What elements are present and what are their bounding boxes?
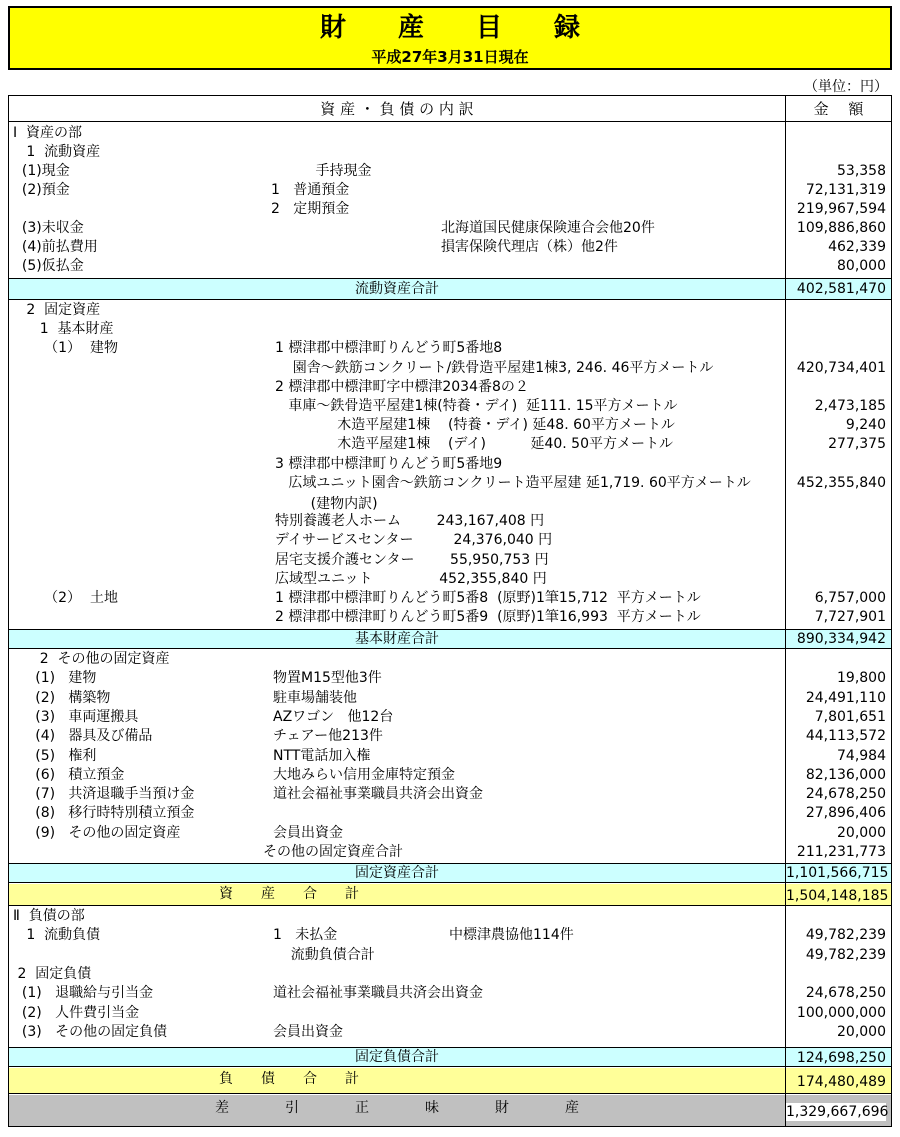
title-box [8,6,892,70]
row-detail: 木造平屋建1棟 (デイ) 延40. 50平方メートル [275,436,673,453]
row-amount: 109,886,860 [796,220,886,236]
row-label: (1)現金 [13,163,70,179]
row-label: (5)仮払金 [13,258,84,274]
subtotal-amount: 402,581,470 [796,281,886,297]
table-row [9,689,891,707]
row-detail: 居宅支援介護センター 55,950,753 円 [275,551,549,568]
row-detail: 木造平屋建1棟 (特養・デイ) 延48. 60平方メートル [275,417,675,434]
table-row [9,843,891,861]
row-label: (3) その他の固定負債 [13,1023,168,1040]
row-amount: 44,113,572 [805,728,886,745]
table-row [9,1004,891,1022]
row-label: 2 その他の固定資産 [13,651,170,667]
table-row [9,785,891,803]
table-row [9,608,891,626]
row-amount: 49,782,239 [805,946,886,963]
row-note: 損害保険代理店（株）他2件 [441,239,618,255]
row-label: (4)前払費用 [13,239,98,255]
row-amount: 27,896,406 [805,805,886,822]
table-row [9,435,891,453]
table-row [9,200,891,218]
row-detail: 2 定期預金 [271,201,350,217]
table-row [9,359,891,377]
row-amount: 20,000 [837,824,886,841]
row-label: （2） 土地 [13,590,118,606]
current-assets-section [9,124,891,276]
row-amount: 24,678,250 [805,786,886,803]
row-detail: 広域ユニット園舎～鉄筋コンクリート造平屋建 延1,719. 60平方メートル [275,474,751,491]
row-detail: 1 未払金 [273,927,338,944]
row-label: (6) 積立預金 [13,766,125,783]
table-row [9,907,891,925]
subtotal-label: 固定負債合計 [355,1049,439,1065]
row-label: Ⅱ 負債の部 [13,908,85,924]
subtotal-label: 流動資産合計 [355,281,439,297]
total-label: 負 債 合 計 [219,1071,359,1087]
row-detail: 物置M15型他3件 [273,670,382,687]
row-note: 北海道国民健康保険連合会他20件 [441,220,655,236]
table-row [9,512,891,530]
row-detail: 大地みらい信用金庫特定預金 [273,766,455,783]
table-row [9,965,891,983]
row-detail: デイサービスセンター 24,376,040 円 [275,532,553,549]
table-row [9,219,891,237]
row-detail: 道社会福祉事業職員共済会出資金 [273,985,483,1002]
row-label: (1) 退職給与引当金 [13,985,154,1002]
row-label: (1) 建物 [13,670,97,687]
row-detail: 手持現金 [271,163,372,179]
row-label: (3)未収金 [13,220,84,236]
row-label: 1 基本財産 [13,321,114,338]
table-row [9,162,891,180]
total-amount: 174,480,489 [796,1074,886,1090]
row-amount: 49,782,239 [805,927,886,944]
row-detail: 1 標津郡中標津町りんどう町5番地8 [275,340,503,357]
table-row [9,589,891,607]
table-row [9,339,891,357]
row-amount: 74,984 [837,747,886,764]
current-assets-subtotal-row [9,278,891,300]
row-label: (2)預金 [13,182,70,198]
row-label: （1） 建物 [13,340,118,357]
table-row [9,984,891,1002]
row-detail: 3 標津郡中標津町りんどう町5番地9 [275,455,503,472]
total-liabilities-row [9,1068,891,1094]
table-row [9,257,891,275]
row-label: (8) 移行時特別積立預金 [13,805,195,822]
table-row [9,124,891,142]
table-row [9,495,891,513]
row-amount: 420,734,401 [796,359,886,376]
table-row [9,669,891,687]
basic-property-subtotal-row [9,629,891,649]
row-amount: 6,757,000 [814,590,886,606]
table-row [9,570,891,588]
unit-label: （単位：円） [804,79,888,95]
row-amount: 2,473,185 [814,398,886,414]
row-amount: 80,000 [837,258,886,274]
subtotal-label: 基本財産合計 [355,631,439,647]
net-assets-row [9,1095,891,1126]
row-detail: その他の固定資産合計 [263,844,403,860]
basic-property-section [9,301,891,629]
table-row [9,416,891,434]
row-amount: 24,491,110 [805,689,886,706]
table-row [9,143,891,161]
row-amount: 82,136,000 [805,766,886,783]
other-fixed-assets-section [9,650,891,863]
row-amount: 53,358 [837,163,886,179]
table-row [9,397,891,415]
row-label: (9) その他の固定資産 [13,824,181,841]
subtotal-amount: 124,698,250 [796,1050,886,1066]
table-row [9,946,891,964]
liabilities-section [9,907,891,1047]
row-detail: 会員出資金 [273,824,343,841]
table-row [9,926,891,944]
row-amount: 9,240 [845,417,886,434]
table-row [9,474,891,492]
header-breakdown: 資 産 ・ 負 債 の 内 訳 [320,100,474,118]
table-row [9,727,891,745]
total-amount: 1,504,148,185 [786,888,889,904]
row-amount: 7,727,901 [814,609,886,626]
row-detail: 園舎～鉄筋コンクリート/鉄骨造平屋建1棟3, 246. 46平方メートル [275,359,714,376]
row-detail: 道社会福祉事業職員共済会出資金 [273,786,483,803]
table-row [9,650,891,668]
table-row [9,531,891,549]
row-detail: 特別養護老人ホーム 243,167,408 円 [275,513,545,530]
row-amount: 19,800 [837,670,886,687]
table-row [9,747,891,765]
total-assets-row [9,884,891,906]
net-assets-amount: 1,329,667,696 [786,1104,889,1120]
row-amount: 211,231,773 [796,844,886,860]
row-amount: 452,355,840 [796,474,886,491]
row-label: (4) 器具及び備品 [13,728,153,745]
row-label: (5) 権利 [13,747,97,764]
table-row [9,455,891,473]
row-detail: 1 標津郡中標津町りんどう町5番8 (原野)1筆15,712 平方メートル [275,590,701,606]
table-row [9,301,891,319]
document-title: 財 産 目 録 [319,13,580,43]
table-row [9,1023,891,1041]
table-row [9,766,891,784]
table-row [9,551,891,569]
net-assets-label: 差 引 正 味 財 産 [215,1100,579,1116]
row-label: (3) 車両運搬具 [13,708,139,725]
row-label: 1 流動資産 [13,144,101,160]
table-row [9,804,891,822]
fixed-liabilities-subtotal-row [9,1047,891,1067]
row-detail: チェアー他213件 [273,728,383,745]
header-amount: 金 額 [813,100,864,118]
table-row [9,378,891,396]
row-label: 1 流動負債 [13,927,101,944]
table-row [9,824,891,842]
row-label: 2 固定資産 [13,302,101,318]
row-detail: (建物内訳) [275,496,378,512]
row-amount: 277,375 [828,436,886,453]
row-label: 2 固定負債 [13,965,92,982]
row-detail: 広域型ユニット 452,355,840 円 [275,570,547,587]
row-detail: 1 普通預金 [271,182,350,198]
row-amount: 20,000 [837,1023,886,1040]
row-amount: 462,339 [828,239,886,255]
column-divider [785,96,786,1126]
row-detail: 駐車場舗装他 [273,689,357,706]
asset-liability-table [8,95,892,1127]
row-detail: 流動負債合計 [273,946,375,963]
row-note: 中標津農協他114件 [449,927,574,944]
row-detail: NTT電話加入権 [273,747,371,764]
table-header [9,96,891,122]
row-amount: 24,678,250 [805,985,886,1002]
subtotal-amount: 890,334,942 [796,631,886,647]
row-detail: 会員出資金 [273,1023,343,1040]
row-label: (2) 人件費引当金 [13,1004,140,1021]
row-detail: 2 標津郡中標津町字中標津2034番8の２ [275,378,529,395]
table-row [9,181,891,199]
subtotal-label: 固定資産合計 [355,865,439,881]
row-label: Ⅰ 資産の部 [13,125,83,141]
row-amount: 100,000,000 [796,1004,886,1021]
row-detail: 車庫～鉄骨造平屋建1棟(特養・デイ) 延111. 15平方メートル [275,398,678,414]
table-row [9,238,891,256]
document-date: 平成27年3月31日現在 [371,48,529,66]
total-label: 資 産 合 計 [219,886,359,902]
row-label: (7) 共済退職手当預け金 [13,786,195,803]
row-detail: AZワゴン 他12台 [273,708,394,725]
row-label: (2) 構築物 [13,689,111,706]
row-detail: 2 標津郡中標津町りんどう町5番9 (原野)1筆16,993 平方メートル [275,609,701,626]
subtotal-amount: 1,101,566,715 [786,865,889,881]
table-row [9,708,891,726]
row-amount: 7,801,651 [814,708,886,725]
fixed-assets-subtotal-row [9,863,891,883]
row-amount: 219,967,594 [796,201,886,217]
row-amount: 72,131,319 [805,182,886,198]
table-row [9,320,891,338]
